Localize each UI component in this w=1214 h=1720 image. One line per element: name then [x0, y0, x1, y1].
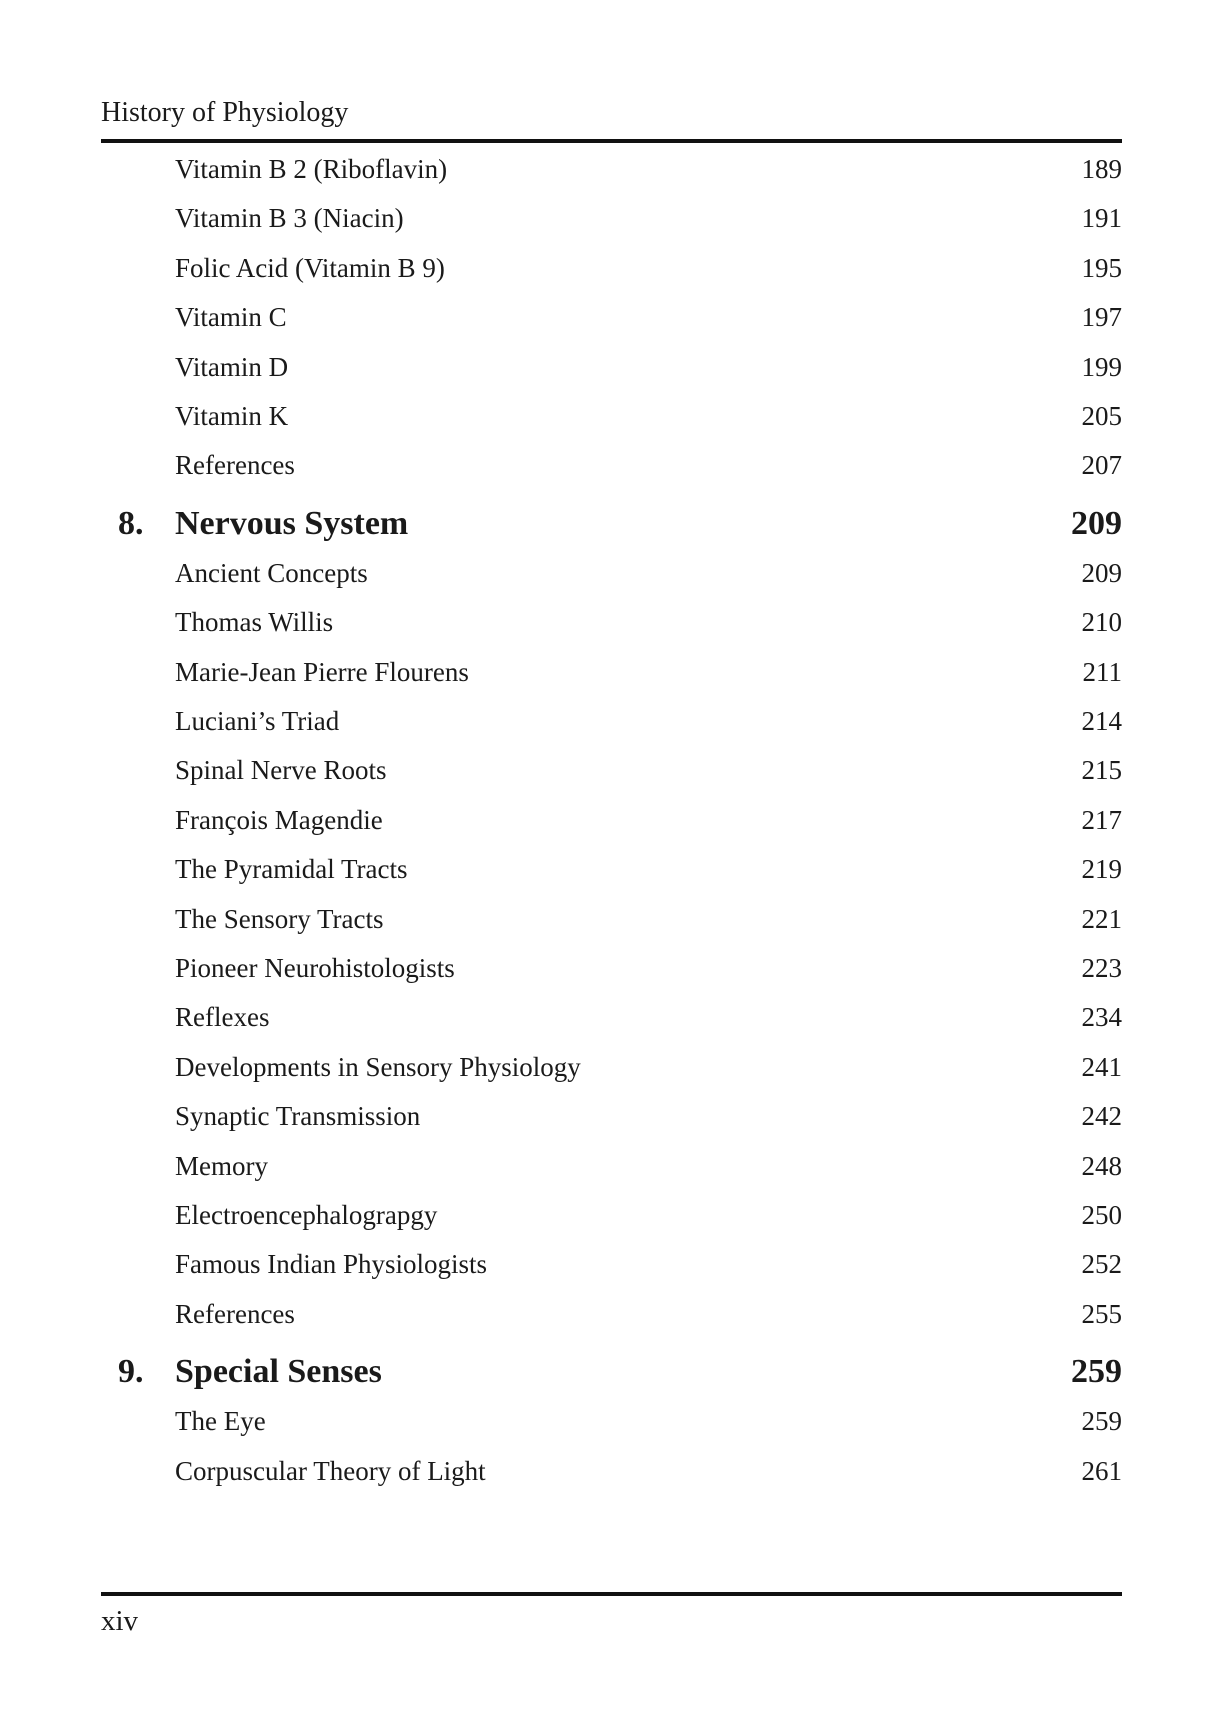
toc-entry-page: 219 [1081, 854, 1122, 884]
toc-entry-title: Reflexes [175, 1002, 270, 1032]
toc-entry-page: 215 [1081, 755, 1122, 785]
chapter-page-number: 209 [1071, 504, 1122, 542]
toc-entry[interactable] [175, 899, 1122, 939]
toc-entry-title: References [175, 1299, 295, 1329]
toc-entry-page: 209 [1081, 558, 1122, 588]
toc-entry[interactable] [175, 1451, 1122, 1491]
toc-entry[interactable] [175, 248, 1122, 288]
toc-entry[interactable] [175, 997, 1122, 1037]
footer-rule [101, 1592, 1122, 1596]
toc-entry-title: Folic Acid (Vitamin B 9) [175, 253, 445, 283]
toc-entry-title: References [175, 450, 295, 480]
chapter-heading[interactable] [118, 501, 1122, 547]
toc-entry-page: 207 [1081, 450, 1122, 480]
toc-entry-title: Vitamin C [175, 302, 287, 332]
toc-entry-page: 214 [1081, 706, 1122, 736]
toc-entry-page: 195 [1081, 253, 1122, 283]
toc-entry-page: 255 [1081, 1299, 1122, 1329]
toc-entry-page: 223 [1081, 953, 1122, 983]
toc-entry-page: 199 [1081, 352, 1122, 382]
toc-entry-page: 205 [1081, 401, 1122, 431]
toc-entry-page: 234 [1081, 1002, 1122, 1032]
toc-entry-page: 261 [1081, 1456, 1122, 1486]
toc-entry-title: The Sensory Tracts [175, 904, 384, 934]
toc-entry[interactable] [175, 149, 1122, 189]
toc-entry[interactable] [175, 701, 1122, 741]
toc-entry-title: François Magendie [175, 805, 383, 835]
toc-entry-title: Thomas Willis [175, 607, 334, 637]
toc-entry-page: 248 [1081, 1151, 1122, 1181]
toc-entry-title: Vitamin D [175, 352, 289, 382]
toc-entry[interactable] [175, 347, 1122, 387]
toc-entry-page: 210 [1081, 607, 1122, 637]
chapter-title: Nervous System [175, 504, 409, 542]
toc-entry[interactable] [175, 1047, 1122, 1087]
page-number: xiv [101, 1605, 139, 1637]
toc-entry-page: 252 [1081, 1249, 1122, 1279]
toc-entry[interactable] [175, 1195, 1122, 1235]
toc-entry-title: Corpuscular Theory of Light [175, 1456, 486, 1486]
toc-entry[interactable] [175, 1096, 1122, 1136]
toc-entry-title: The Eye [175, 1406, 266, 1436]
toc-entry[interactable] [175, 198, 1122, 238]
toc-entry-page: 221 [1081, 904, 1122, 934]
toc-entry[interactable] [175, 445, 1122, 485]
toc-entry-page: 242 [1081, 1101, 1122, 1131]
toc-entry[interactable] [175, 750, 1122, 790]
toc-entry-title: Synaptic Transmission [175, 1101, 421, 1131]
toc-entry[interactable] [175, 1244, 1122, 1284]
toc-entry-title: Ancient Concepts [175, 558, 368, 588]
toc-entry[interactable] [175, 1146, 1122, 1186]
toc-entry-page: 189 [1081, 154, 1122, 184]
toc-entry-page: 250 [1081, 1200, 1122, 1230]
toc-entry-title: Vitamin B 2 (Riboflavin) [175, 154, 448, 184]
chapter-heading[interactable] [118, 1349, 1122, 1395]
toc-entry-title: Developments in Sensory Physiology [175, 1052, 581, 1082]
toc-entry-title: Electroencephalograpgy [175, 1200, 438, 1230]
toc-entry-title: Marie-Jean Pierre Flourens [175, 657, 469, 687]
toc-entry-page: 259 [1081, 1406, 1122, 1436]
toc-entry-title: The Pyramidal Tracts [175, 854, 408, 884]
chapter-title: Special Senses [175, 1353, 382, 1391]
toc-entry[interactable] [175, 800, 1122, 840]
toc-entry[interactable] [175, 849, 1122, 889]
toc-entry-page: 211 [1082, 657, 1122, 687]
toc-entry-title: Pioneer Neurohistologists [175, 953, 455, 983]
toc-entry-title: Vitamin K [175, 401, 289, 431]
toc-entry[interactable] [175, 396, 1122, 436]
running-head: History of Physiology [101, 97, 349, 128]
toc-entry-title: Memory [175, 1151, 268, 1181]
toc-entry-title: Famous Indian Physiologists [175, 1249, 488, 1279]
toc-entry[interactable] [175, 1401, 1122, 1441]
toc-entry-page: 241 [1081, 1052, 1122, 1082]
chapter-page-number: 259 [1071, 1353, 1122, 1391]
toc-entry[interactable] [175, 297, 1122, 337]
toc-entry[interactable] [175, 652, 1122, 692]
toc-entry-page: 197 [1081, 302, 1122, 332]
toc-entry[interactable] [175, 1294, 1122, 1334]
chapter-number: 8. [118, 504, 144, 542]
toc-entry-title: Luciani’s Triad [175, 706, 340, 736]
toc-entry-title: Spinal Nerve Roots [175, 755, 387, 785]
chapter-number: 9. [118, 1353, 144, 1391]
toc-entry[interactable] [175, 948, 1122, 988]
toc-entry-title: Vitamin B 3 (Niacin) [175, 203, 404, 233]
toc-entry[interactable] [175, 602, 1122, 642]
toc-entry-page: 217 [1081, 805, 1122, 835]
toc-entry-page: 191 [1081, 203, 1122, 233]
toc-entry[interactable] [175, 553, 1122, 593]
